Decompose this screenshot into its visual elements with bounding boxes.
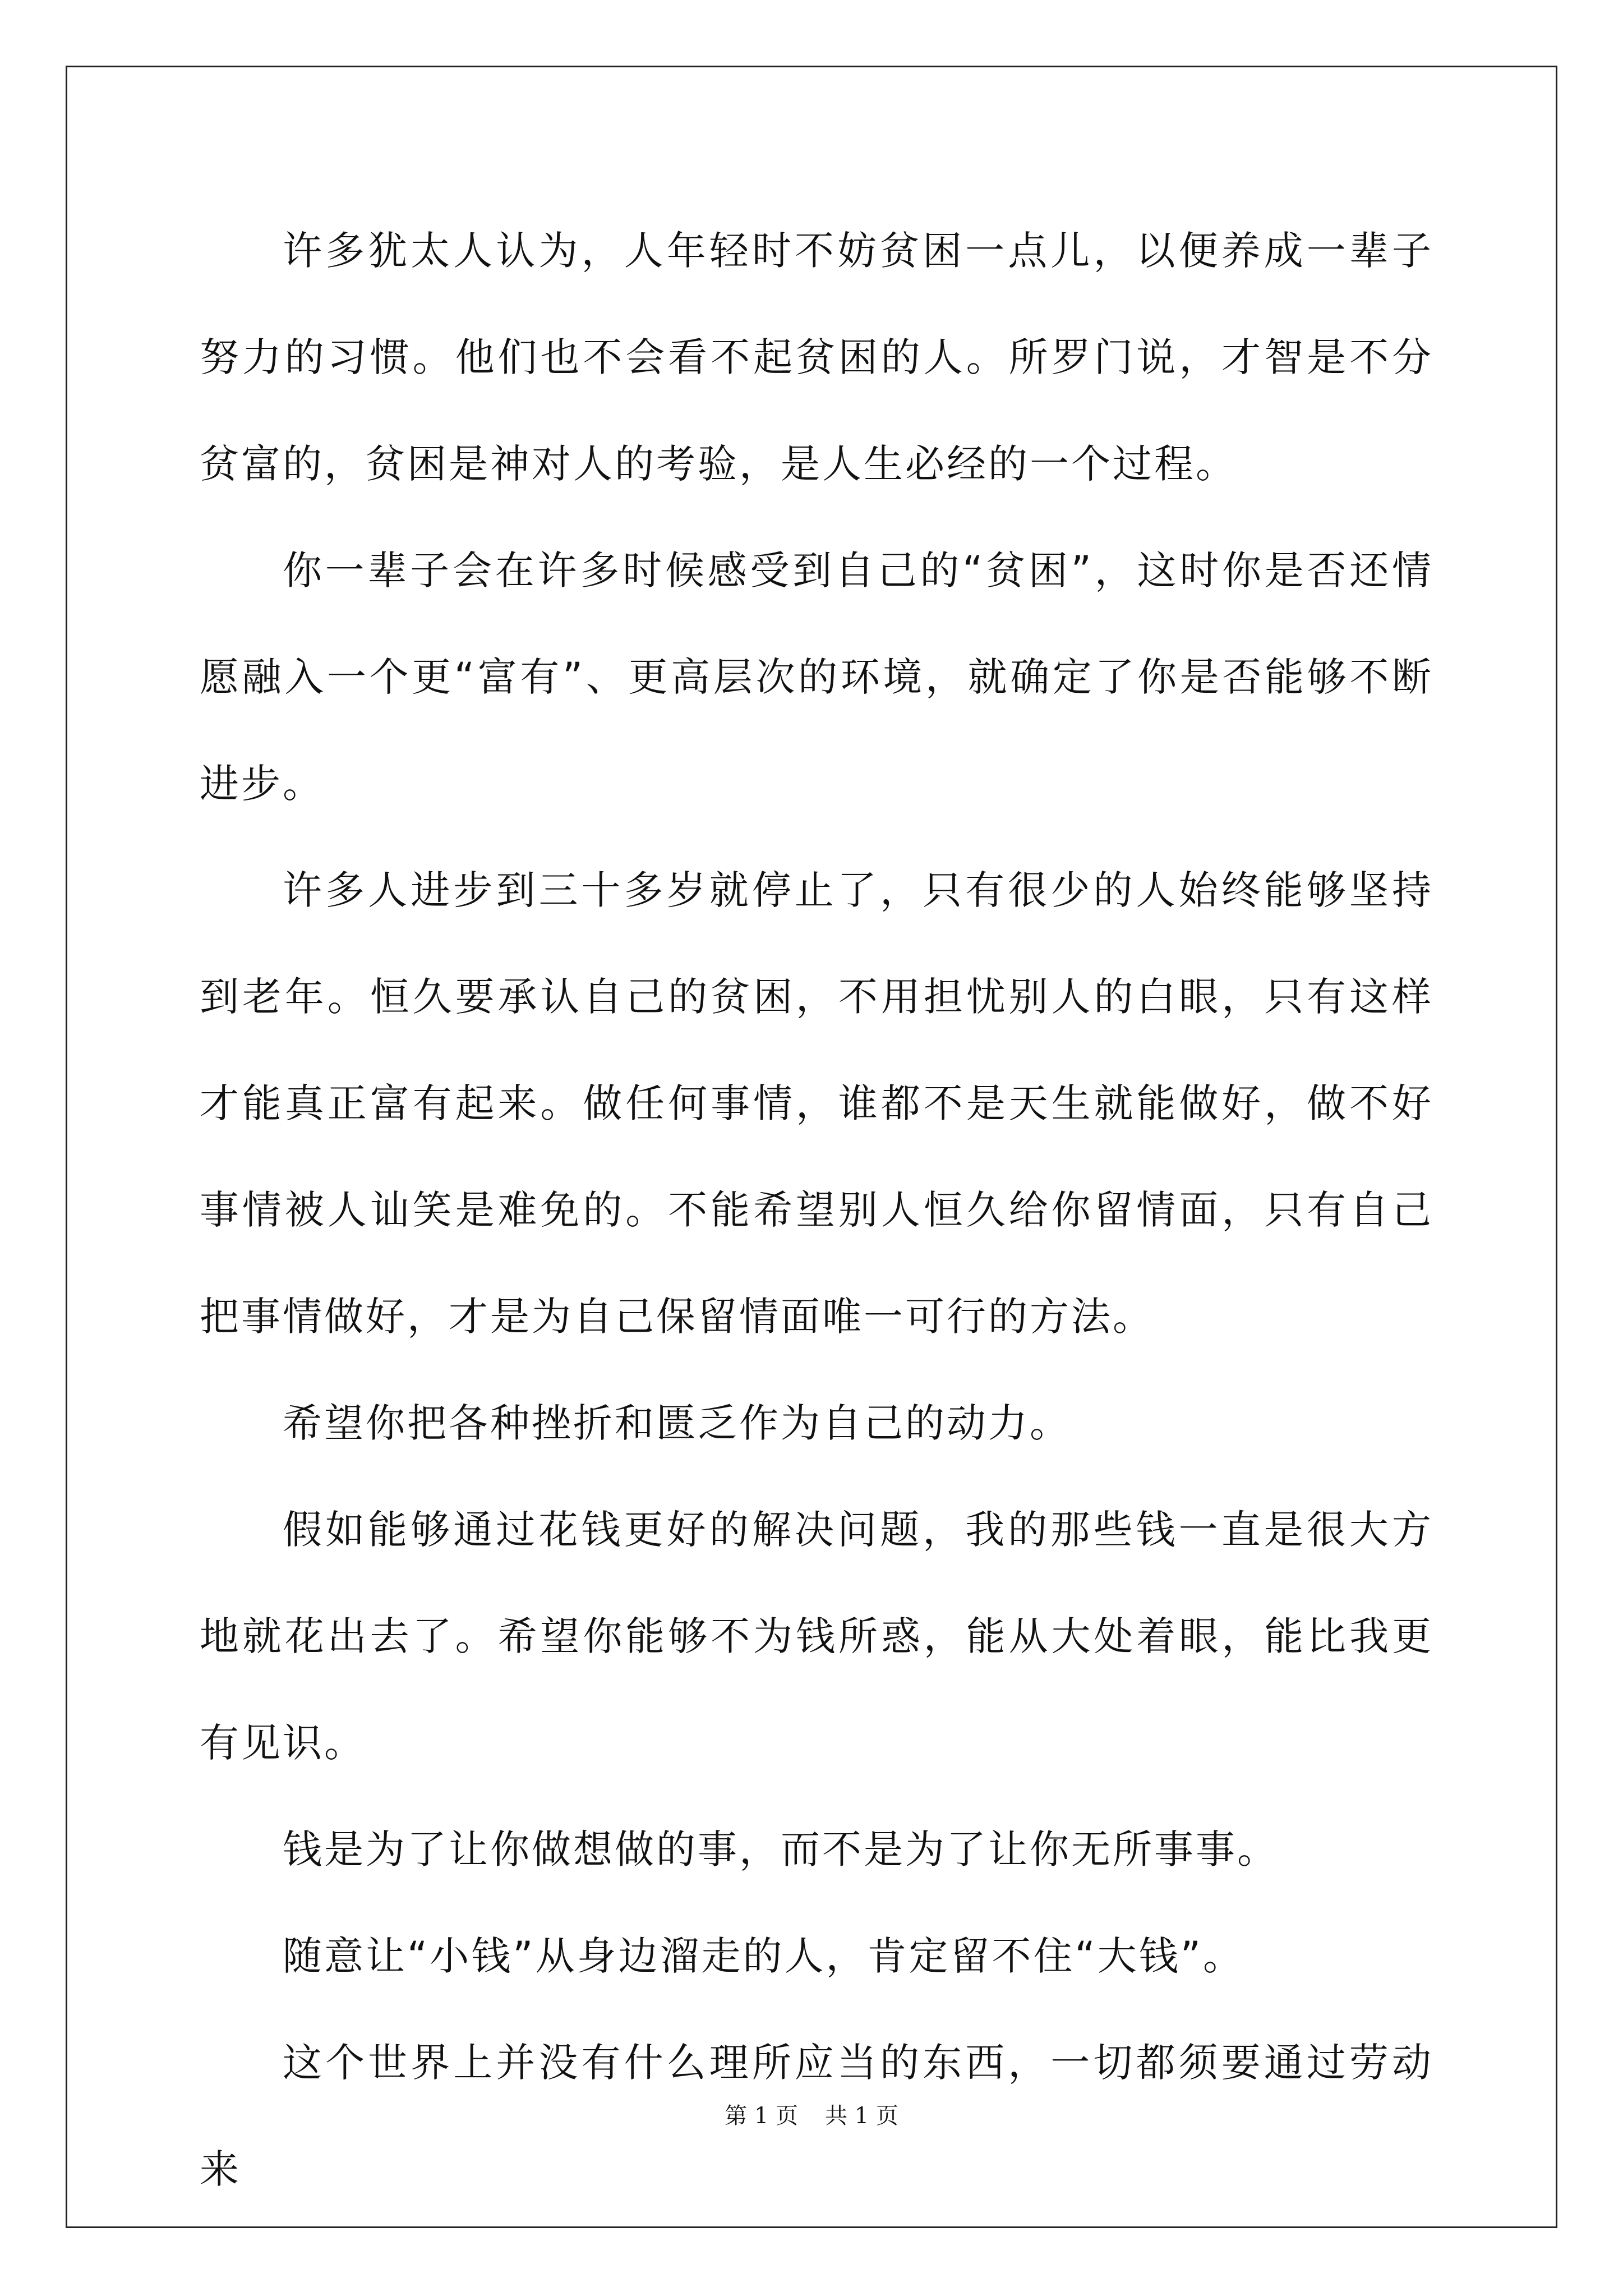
- paragraph-2: 你一辈子会在许多时候感受到自己的“贫困”，这时你是否还情愿融入一个更“富有”、更高层次的环境，就确定了你是否能够不断进步。: [200, 547, 1433, 807]
- page-number: 第 1 页: [725, 2103, 798, 2129]
- paragraph-4: 希望你把各种挫折和匮乏作为自己的动力。: [283, 1400, 1071, 1446]
- document-body: [200, 197, 1433, 2223]
- paragraph-8: 这个世界上并没有什么理所应当的东西，一切都须要通过劳动来: [200, 2040, 1433, 2192]
- paragraph-5: 假如能够通过花钱更好的解决问题，我的那些钱一直是很大方地就花出去了。希望你能够不为钱所惑，能从大处着眼，能比我更有见识。: [200, 1507, 1433, 1766]
- page-total: 共 1 页: [825, 2103, 898, 2129]
- page-footer: [0, 2098, 1623, 2130]
- paragraph-1: 许多犹太人认为，人年轻时不妨贫困一点儿，以便养成一辈子努力的习惯。他们也不会看不起贫困的人。所罗门说，才智是不分贫富的，贫困是神对人的考验，是人生必经的一个过程。: [200, 228, 1433, 487]
- paragraph-3: 许多人进步到三十多岁就停止了，只有很少的人始终能够坚持到老年。恒久要承认自己的贫困，不用担忧别人的白眼，只有这样才能真正富有起来。做任何事情，谁都不是天生就能做好，做不好事情被人讪笑是难免的。不能希望别人恒久给你留情面，只有自己把事情做好，才是为自己保留情面唯一可行的方法。: [200, 867, 1433, 1340]
- paragraph-6: 钱是为了让你做想做的事，而不是为了让你无所事事。: [283, 1826, 1279, 1872]
- paragraph-7: 随意让“小钱”从身边溜走的人，肯定留不住“大钱”。: [283, 1933, 1245, 1979]
